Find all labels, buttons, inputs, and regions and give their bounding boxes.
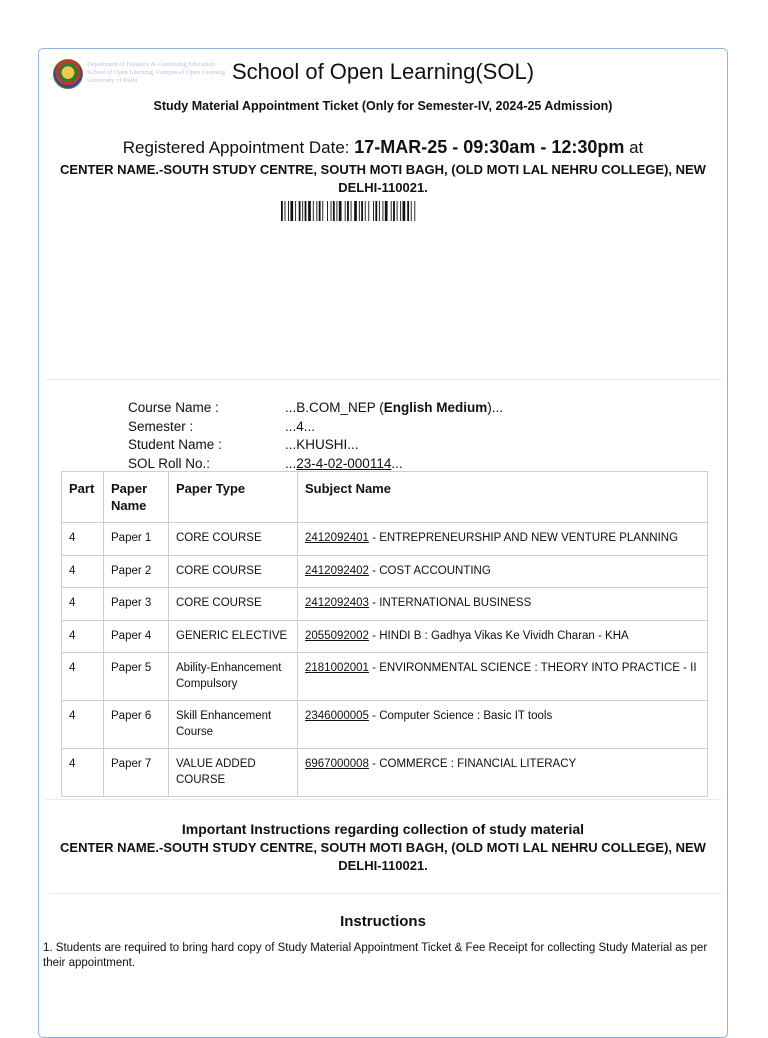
- header-paper-name: Paper Name: [104, 472, 169, 523]
- center-name: CENTER NAME.-SOUTH STUDY CENTRE, SOUTH MOTI BAGH, (OLD MOTI LAL NEHRU COLLEGE), NEW DELHI-110021.: [60, 162, 706, 195]
- student-info: [128, 399, 503, 473]
- subject-code: 2181002001: [305, 662, 369, 674]
- table-row: 4 Paper 4 GENERIC ELECTIVE 2055092002 - HINDI B : Gadhya Vikas Ke Vividh Charan - KHA: [62, 620, 708, 653]
- student-name-row: Student Name : ...KHUSHI...: [128, 437, 359, 452]
- table-row: 4 Paper 1 CORE COURSE 2412092401 - ENTREPRENEURSHIP AND NEW VENTURE PLANNING: [62, 523, 708, 556]
- subject-code: 2412092403: [305, 597, 369, 609]
- divider: [45, 893, 721, 894]
- header-part: Part: [62, 472, 104, 523]
- table-row: 4 Paper 5 Ability-Enhancement Compulsory 2181002001 - ENVIRONMENTAL SCIENCE : THEORY INTO PRACTICE - II: [62, 653, 708, 701]
- subject-code: 6967000008: [305, 758, 369, 770]
- ticket-subtitle: Study Material Appointment Ticket (Only for Semester-IV, 2024-25 Admission): [153, 99, 613, 113]
- instruction-item: 1. Students are required to bring hard copy of Study Material Appointment Ticket & Fee Receipt for collecting Study Material as per their appointment.: [43, 942, 708, 969]
- divider: [45, 379, 721, 380]
- table-row: 4 Paper 3 CORE COURSE 2412092403 - INTERNATIONAL BUSINESS: [62, 588, 708, 621]
- semester-row: Semester : ...4...: [128, 418, 316, 434]
- appointment-date-line: Registered Appointment Date: 17-MAR-25 - 09:30am - 12:30pm at: [122, 137, 644, 157]
- appointment-datetime: 17-MAR-25 - 09:30am - 12:30pm: [354, 137, 625, 157]
- roll-no-row: SOL Roll No.: ...23-4-02-000114...: [128, 455, 403, 471]
- subject-code: 2412092402: [305, 564, 369, 577]
- center-name-repeat: CENTER NAME.-SOUTH STUDY CENTRE, SOUTH MOTI BAGH, (OLD MOTI LAL NEHRU COLLEGE), NEW DELHI-110021.: [60, 840, 706, 873]
- subject-code: 2346000005: [305, 710, 369, 722]
- table-row: 4 Paper 6 Skill Enhancement Course 2346000005 - Computer Science : Basic IT tools: [62, 701, 708, 749]
- header-subject-name: Subject Name: [298, 472, 708, 523]
- subject-code: 2055092002: [305, 629, 369, 642]
- subject-code: 2412092401: [305, 532, 369, 544]
- course-row: Course Name : ...B.COM_NEP (English Medium)...: [128, 400, 504, 415]
- important-instructions-title: Important Instructions regarding collection of study material: [181, 821, 585, 837]
- table-row: 4 Paper 2 CORE COURSE 2412092402 - COST ACCOUNTING: [62, 555, 708, 588]
- instructions-title: Instructions: [340, 913, 426, 930]
- table-row: 4 Paper 7 VALUE ADDED COURSE 6967000008 - COMMERCE : FINANCIAL LITERACY: [62, 749, 708, 797]
- header-watermark: Department of Distance & Continuing Education School of Open Learning, Campus of Open Learning University of Delhi: [87, 61, 226, 84]
- table-header-row: [62, 472, 708, 523]
- divider: [45, 799, 721, 800]
- page-title: School of Open Learning(SOL): [231, 59, 535, 84]
- appointment-ticket: [38, 48, 728, 1038]
- header-paper-type: Paper Type: [169, 472, 298, 523]
- barcode-icon: [281, 201, 467, 221]
- papers-table: [61, 471, 708, 797]
